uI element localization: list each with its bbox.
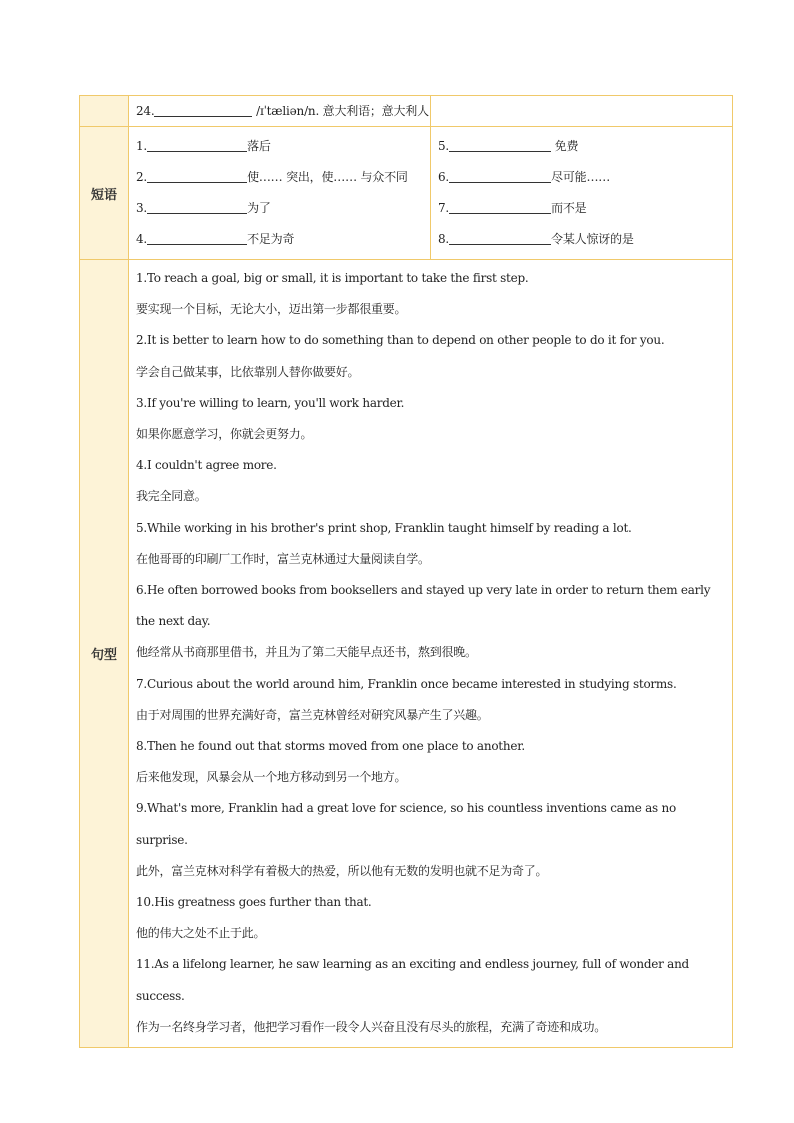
sentence-chinese: 后来他发现，风暴会从一个地方移动到另一个地方。: [136, 770, 407, 785]
answer-blank[interactable]: [147, 230, 247, 245]
phrase-item: 5. 免费: [438, 139, 579, 153]
sentence-chinese: 他的伟大之处不止于此。: [136, 926, 266, 941]
phrase-item: 4. 不足为奇: [136, 232, 295, 246]
sentence-chinese: 要实现一个目标，无论大小，迈出第一步都很重要。: [136, 302, 407, 317]
vocab-label-cell: [80, 96, 129, 127]
sentence-chinese: 如果你愿意学习，你就会更努力。: [136, 427, 313, 442]
vocab-right-cell: [431, 96, 733, 127]
phrases-left-cell: [129, 127, 431, 260]
sentence-english: 10.His greatness goes further than that.: [136, 895, 372, 910]
phrases-right-cell: [431, 127, 733, 260]
phrase-item: 6. 尽可能……: [438, 170, 611, 184]
sentence-chinese: 此外，富兰克林对科学有着极大的热爱，所以他有无数的发明也就不足为奇了。: [136, 863, 548, 878]
phrases-right-list: [431, 127, 732, 259]
sentence-chinese: 作为一名终身学习者，他把学习看作一段令人兴奋且没有尽头的旅程，充满了奇迹和成功。: [136, 1019, 607, 1034]
vocab-item-24: 24. /ɪˈtæliən/n. 意大利语；意大利人: [136, 104, 429, 118]
vocab-left-cell: [129, 96, 431, 127]
phrases-row: [80, 127, 733, 260]
sentence-english: 11.As a lifelong learner, he saw learning as an exciting and endless journey, full of wonder and success.: [136, 957, 689, 1003]
sentence-chinese: 他经常从书商那里借书，并且为了第二天能早点还书，熬到很晚。: [136, 645, 477, 660]
sentence-chinese: 学会自己做某事，比依靠别人替你做要好。: [136, 364, 360, 379]
sentence-english: 7.Curious about the world around him, Franklin once became interested in studying storms.: [136, 676, 677, 691]
phrase-item: 2. 使…… 突出，使…… 与众不同: [136, 170, 408, 184]
answer-blank[interactable]: [147, 168, 247, 183]
sentence-english: 3.If you're willing to learn, you'll work harder.: [136, 395, 405, 410]
sentences-row: [80, 260, 733, 1048]
answer-blank[interactable]: [449, 168, 551, 183]
phrase-item: 8. 令某人惊讶的是: [438, 232, 634, 246]
sentence-english: 1.To reach a goal, big or small, it is important to take the first step.: [136, 271, 529, 285]
sentence-chinese: 我完全同意。: [136, 489, 207, 504]
sentence-english: 9.What's more, Franklin had a great love for science, so his countless inventions came as no surprise.: [136, 801, 676, 847]
sentences-label: 句型: [80, 260, 129, 1048]
sentence-english: 8.Then he found out that storms moved from one place to another.: [136, 739, 525, 754]
phrases-left-list: [129, 127, 430, 259]
answer-blank[interactable]: [154, 102, 252, 117]
answer-blank[interactable]: [147, 199, 247, 214]
vocab-row: [80, 96, 733, 127]
sentence-english: 4.I couldn't agree more.: [136, 458, 277, 473]
sentence-english: 6.He often borrowed books from booksellers and stayed up very late in order to return them early the next day.: [136, 583, 711, 629]
answer-blank[interactable]: [449, 199, 551, 214]
phrases-label: 短语: [80, 127, 129, 260]
worksheet-table: [79, 95, 733, 1048]
phrase-item: 7. 而不是: [438, 201, 587, 215]
phrase-item: 3. 为了: [136, 201, 271, 215]
sentences-cell: [129, 260, 733, 1048]
sentence-english: 5.While working in his brother's print shop, Franklin taught himself by reading a lot.: [136, 520, 632, 535]
phrase-item: 1. 落后: [136, 139, 271, 153]
answer-blank[interactable]: [449, 137, 551, 152]
answer-blank[interactable]: [449, 230, 551, 245]
sentence-chinese: 在他哥哥的印刷厂工作时，富兰克林通过大量阅读自学。: [136, 551, 430, 566]
sentences-list: [129, 260, 732, 1047]
answer-blank[interactable]: [147, 137, 247, 152]
sentence-chinese: 由于对周围的世界充满好奇，富兰克林曾经对研究风暴产生了兴趣。: [136, 707, 489, 722]
sentence-english: 2.It is better to learn how to do something than to depend on other people to do it for you.: [136, 333, 665, 348]
